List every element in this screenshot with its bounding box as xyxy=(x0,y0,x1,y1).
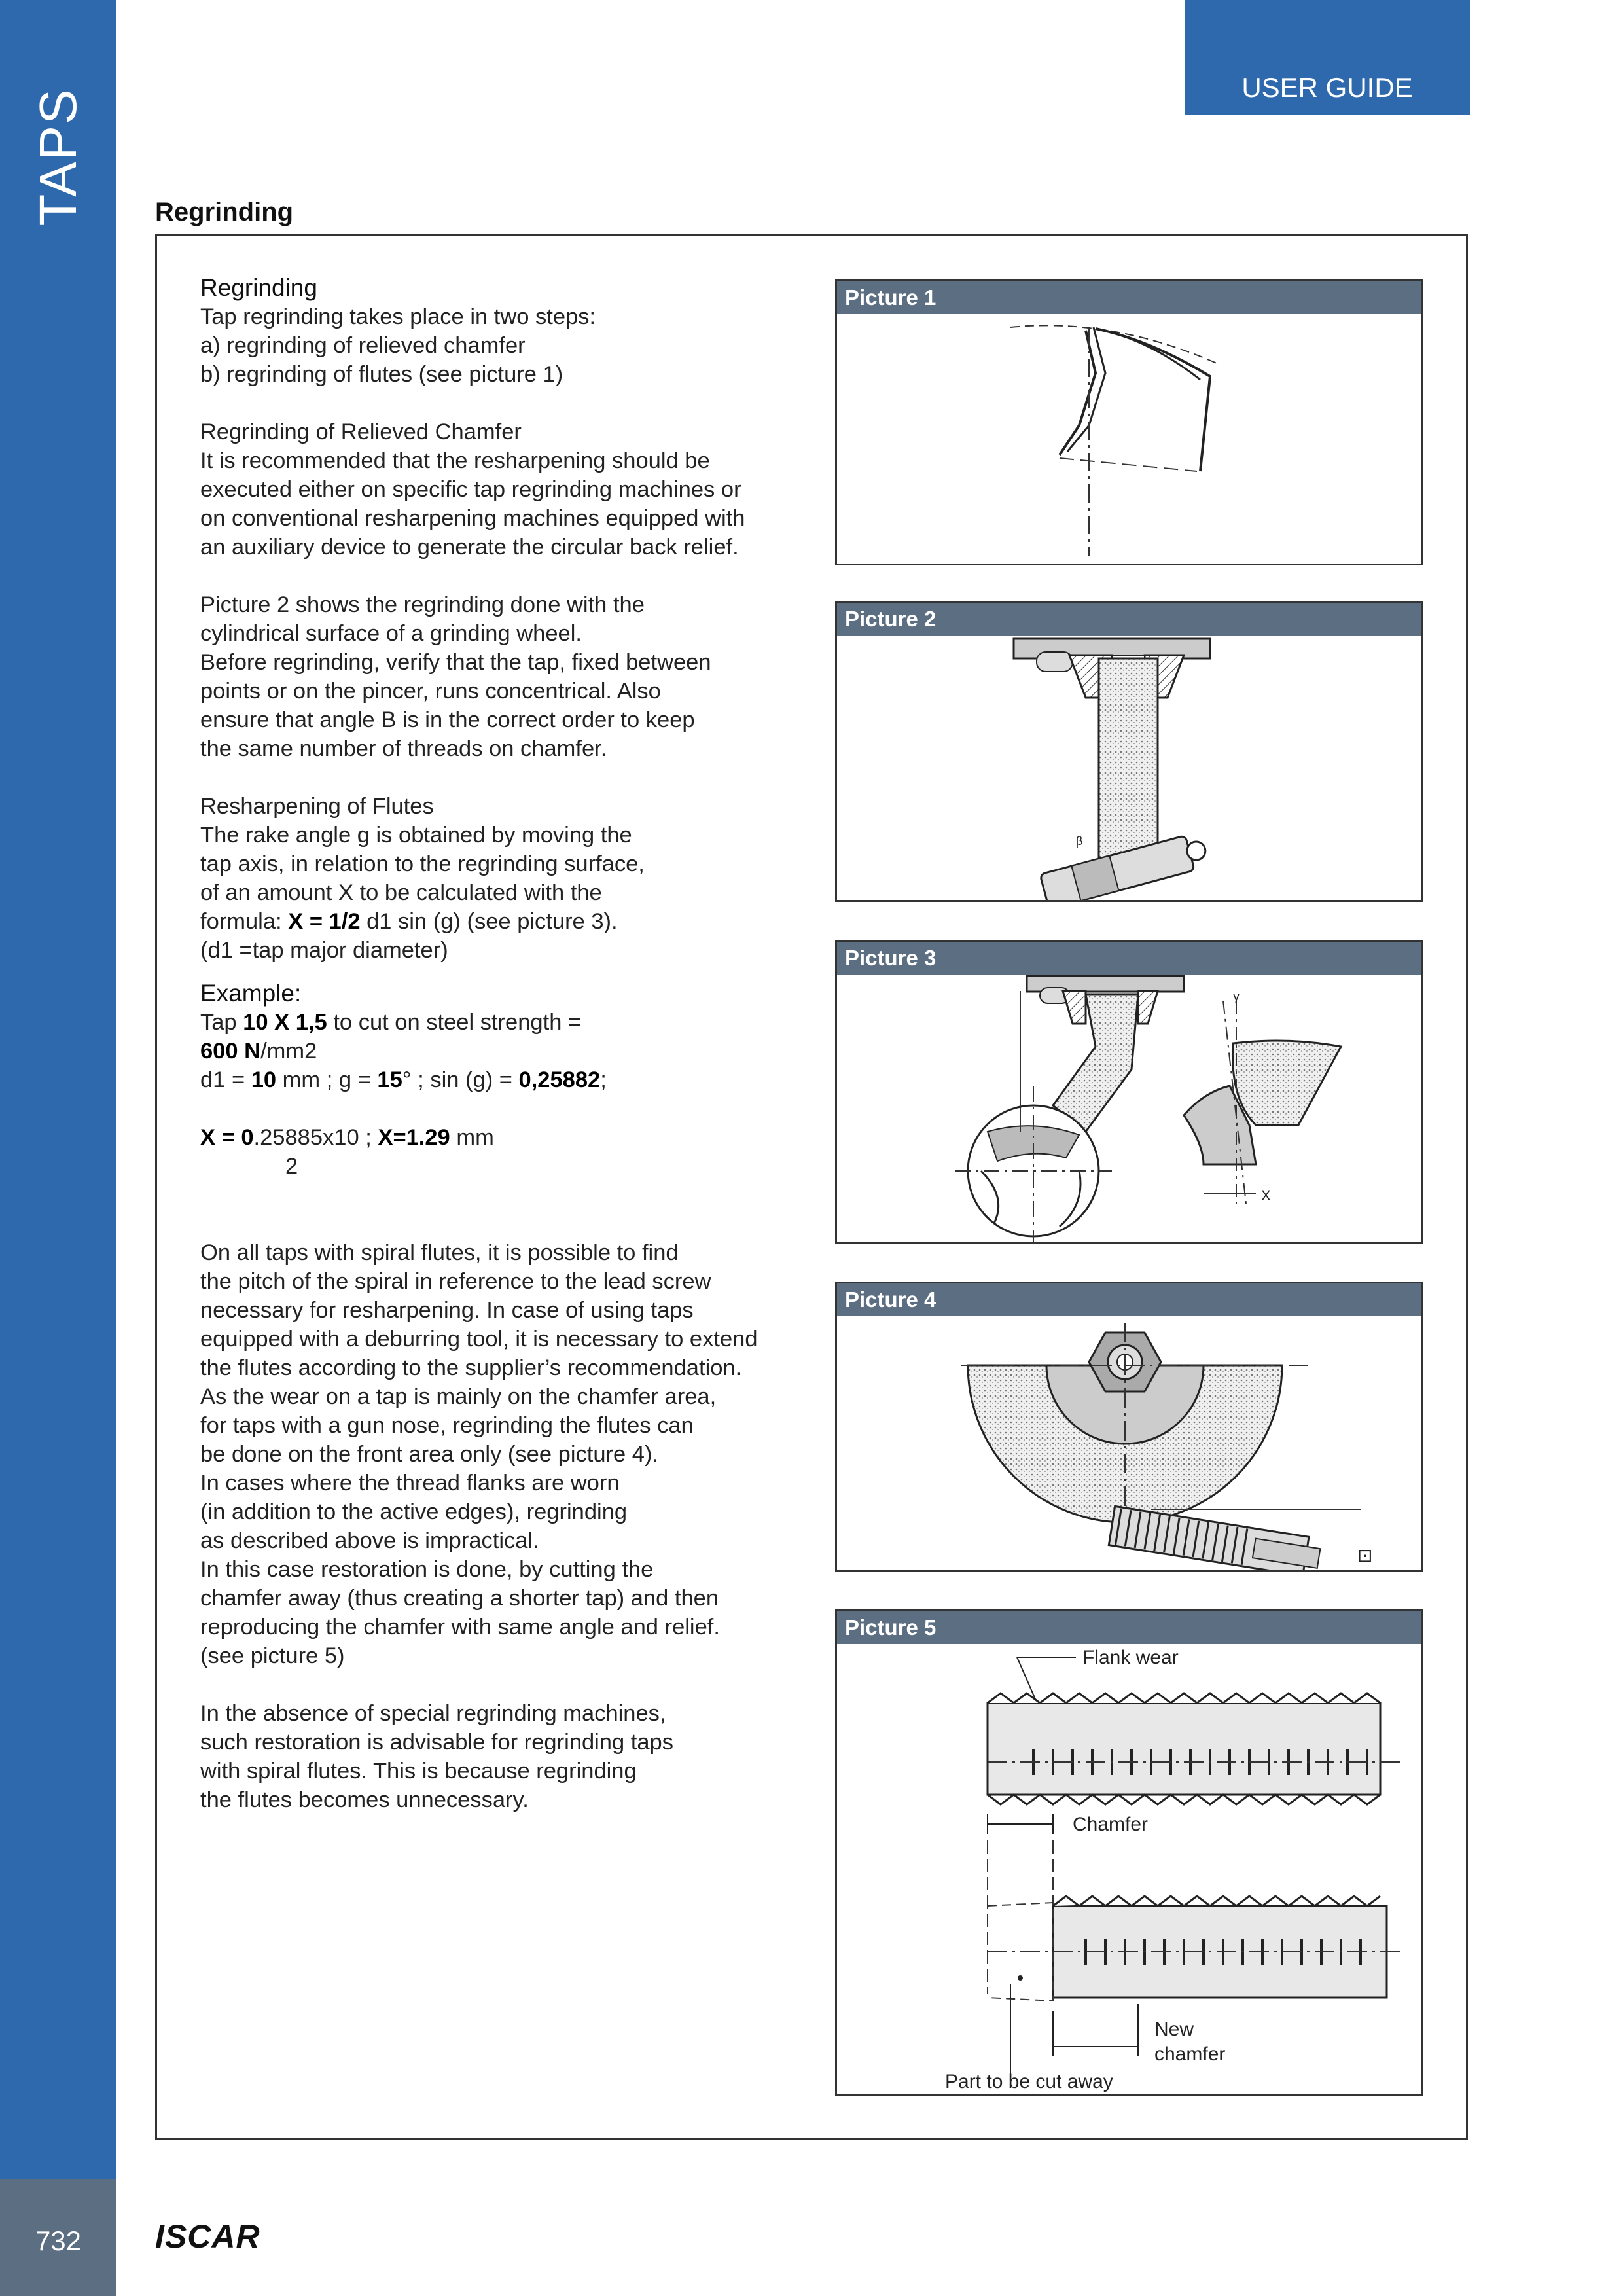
example-heading: Example: xyxy=(200,980,302,1007)
example-line-1: Tap 10 X 1,5 to cut on steel strength = xyxy=(200,1010,582,1035)
example-line-3: d1 = 10 mm ; g = 15° ; sin (g) = 0,25882; xyxy=(200,1067,607,1092)
spiral-body: On all taps with spiral flutes, it is possible to find the pitch of the spiral in reference to the lead screw necessary for resharpening. In case of using taps equipped with a deburring tool, it is necessary to extend the flutes according to the supplier’s recommendation. As the wear on a tap is mainly on the chamfer area, for taps with a gun nose, regrinding the flutes can be done on the front area only (see picture 4). In cases where the thread flanks are worn (in addition to the active edges), regrinding as described above is impractical. In this case restoration is done, by cutting the chamfer away (thus creating a shorter tap) and then reproducing the chamfer with same angle and relief. (see picture 5) xyxy=(200,1240,758,1668)
chamfer-heading: Regrinding of Relieved Chamfer xyxy=(200,420,522,444)
picture-3-title: Picture 3 xyxy=(837,942,1421,975)
picture-2-panel xyxy=(835,601,1423,902)
cut-away-label: Part to be cut away xyxy=(945,2071,1113,2092)
sidebar-band xyxy=(0,0,116,2179)
flutes-body: The rake angle g is obtained by moving the tap axis, in relation to the regrinding surface, of an amount X to be calculated with the xyxy=(200,823,645,905)
formula-line: formula: X = 1/2 d1 sin (g) (see picture 3). xyxy=(200,909,618,934)
flank-wear-label: Flank wear xyxy=(1082,1647,1179,1668)
gamma-label: γ xyxy=(1233,990,1240,1004)
chamfer-body: It is recommended that the resharpening should be executed either on specific tap regrinding machines or on conventional resharpening machines equipped with an auxiliary device to generate the circular back relief. xyxy=(200,448,745,560)
picture-4-panel xyxy=(835,1282,1423,1572)
user-guide-label: USER GUIDE xyxy=(1241,72,1413,103)
picture-4-mark: ⊡ xyxy=(1357,1545,1373,1566)
chamfer-label: Chamfer xyxy=(1073,1814,1149,1835)
picture-5-title: Picture 5 xyxy=(837,1611,1421,1644)
picture-2-title: Picture 2 xyxy=(837,603,1421,636)
picture-1-illustration xyxy=(837,314,1421,564)
picture-2-illustration xyxy=(837,636,1421,900)
intro-heading: Regrinding xyxy=(200,274,317,301)
picture-5-illustration xyxy=(837,1644,1421,2094)
picture-3-illustration xyxy=(837,975,1421,1242)
flutes-heading: Resharpening of Flutes xyxy=(200,794,434,819)
picture-5-panel xyxy=(835,1609,1423,2096)
example-denominator: 2 xyxy=(285,1154,298,1179)
formula-note: (d1 =tap major diameter) xyxy=(200,938,448,963)
iscar-logo: ISCAR xyxy=(155,2218,260,2255)
example-line-2: 600 N/mm2 xyxy=(200,1039,317,1064)
intro-body: Tap regrinding takes place in two steps: a) regrinding of relieved chamfer b) regrinding of flutes (see picture 1) xyxy=(200,304,596,387)
absence-body: In the absence of special regrinding machines, such restoration is advisable for regrinding taps with spiral flutes. This is because regrinding the flutes becomes unnecessary. xyxy=(200,1701,673,1812)
section-label: TAPS xyxy=(29,88,87,226)
picture-4-illustration xyxy=(837,1316,1421,1570)
x-label: X xyxy=(1261,1187,1271,1204)
beta-label: β xyxy=(1076,834,1083,848)
picture-3-panel xyxy=(835,940,1423,1244)
picture-4-title: Picture 4 xyxy=(837,1283,1421,1316)
page-title: Regrinding xyxy=(155,198,294,226)
new-chamfer-label-1: New xyxy=(1154,2018,1194,2040)
picture-1-title: Picture 1 xyxy=(837,281,1421,314)
new-chamfer-label-2: chamfer xyxy=(1154,2043,1226,2065)
picture2-body: Picture 2 shows the regrinding done with the cylindrical surface of a grinding wheel. Before regrinding, verify that the tap, fixed between points or on the pincer, runs concentrical. Also ensure that angle B is in the correct order to keep the same number of threads on chamfer. xyxy=(200,592,711,761)
example-line-4: X = 0.25885x10 ; X=1.29 mm xyxy=(200,1125,494,1150)
page-number: 732 xyxy=(35,2225,82,2256)
picture-1-panel xyxy=(835,279,1423,565)
text-column xyxy=(200,274,789,1814)
